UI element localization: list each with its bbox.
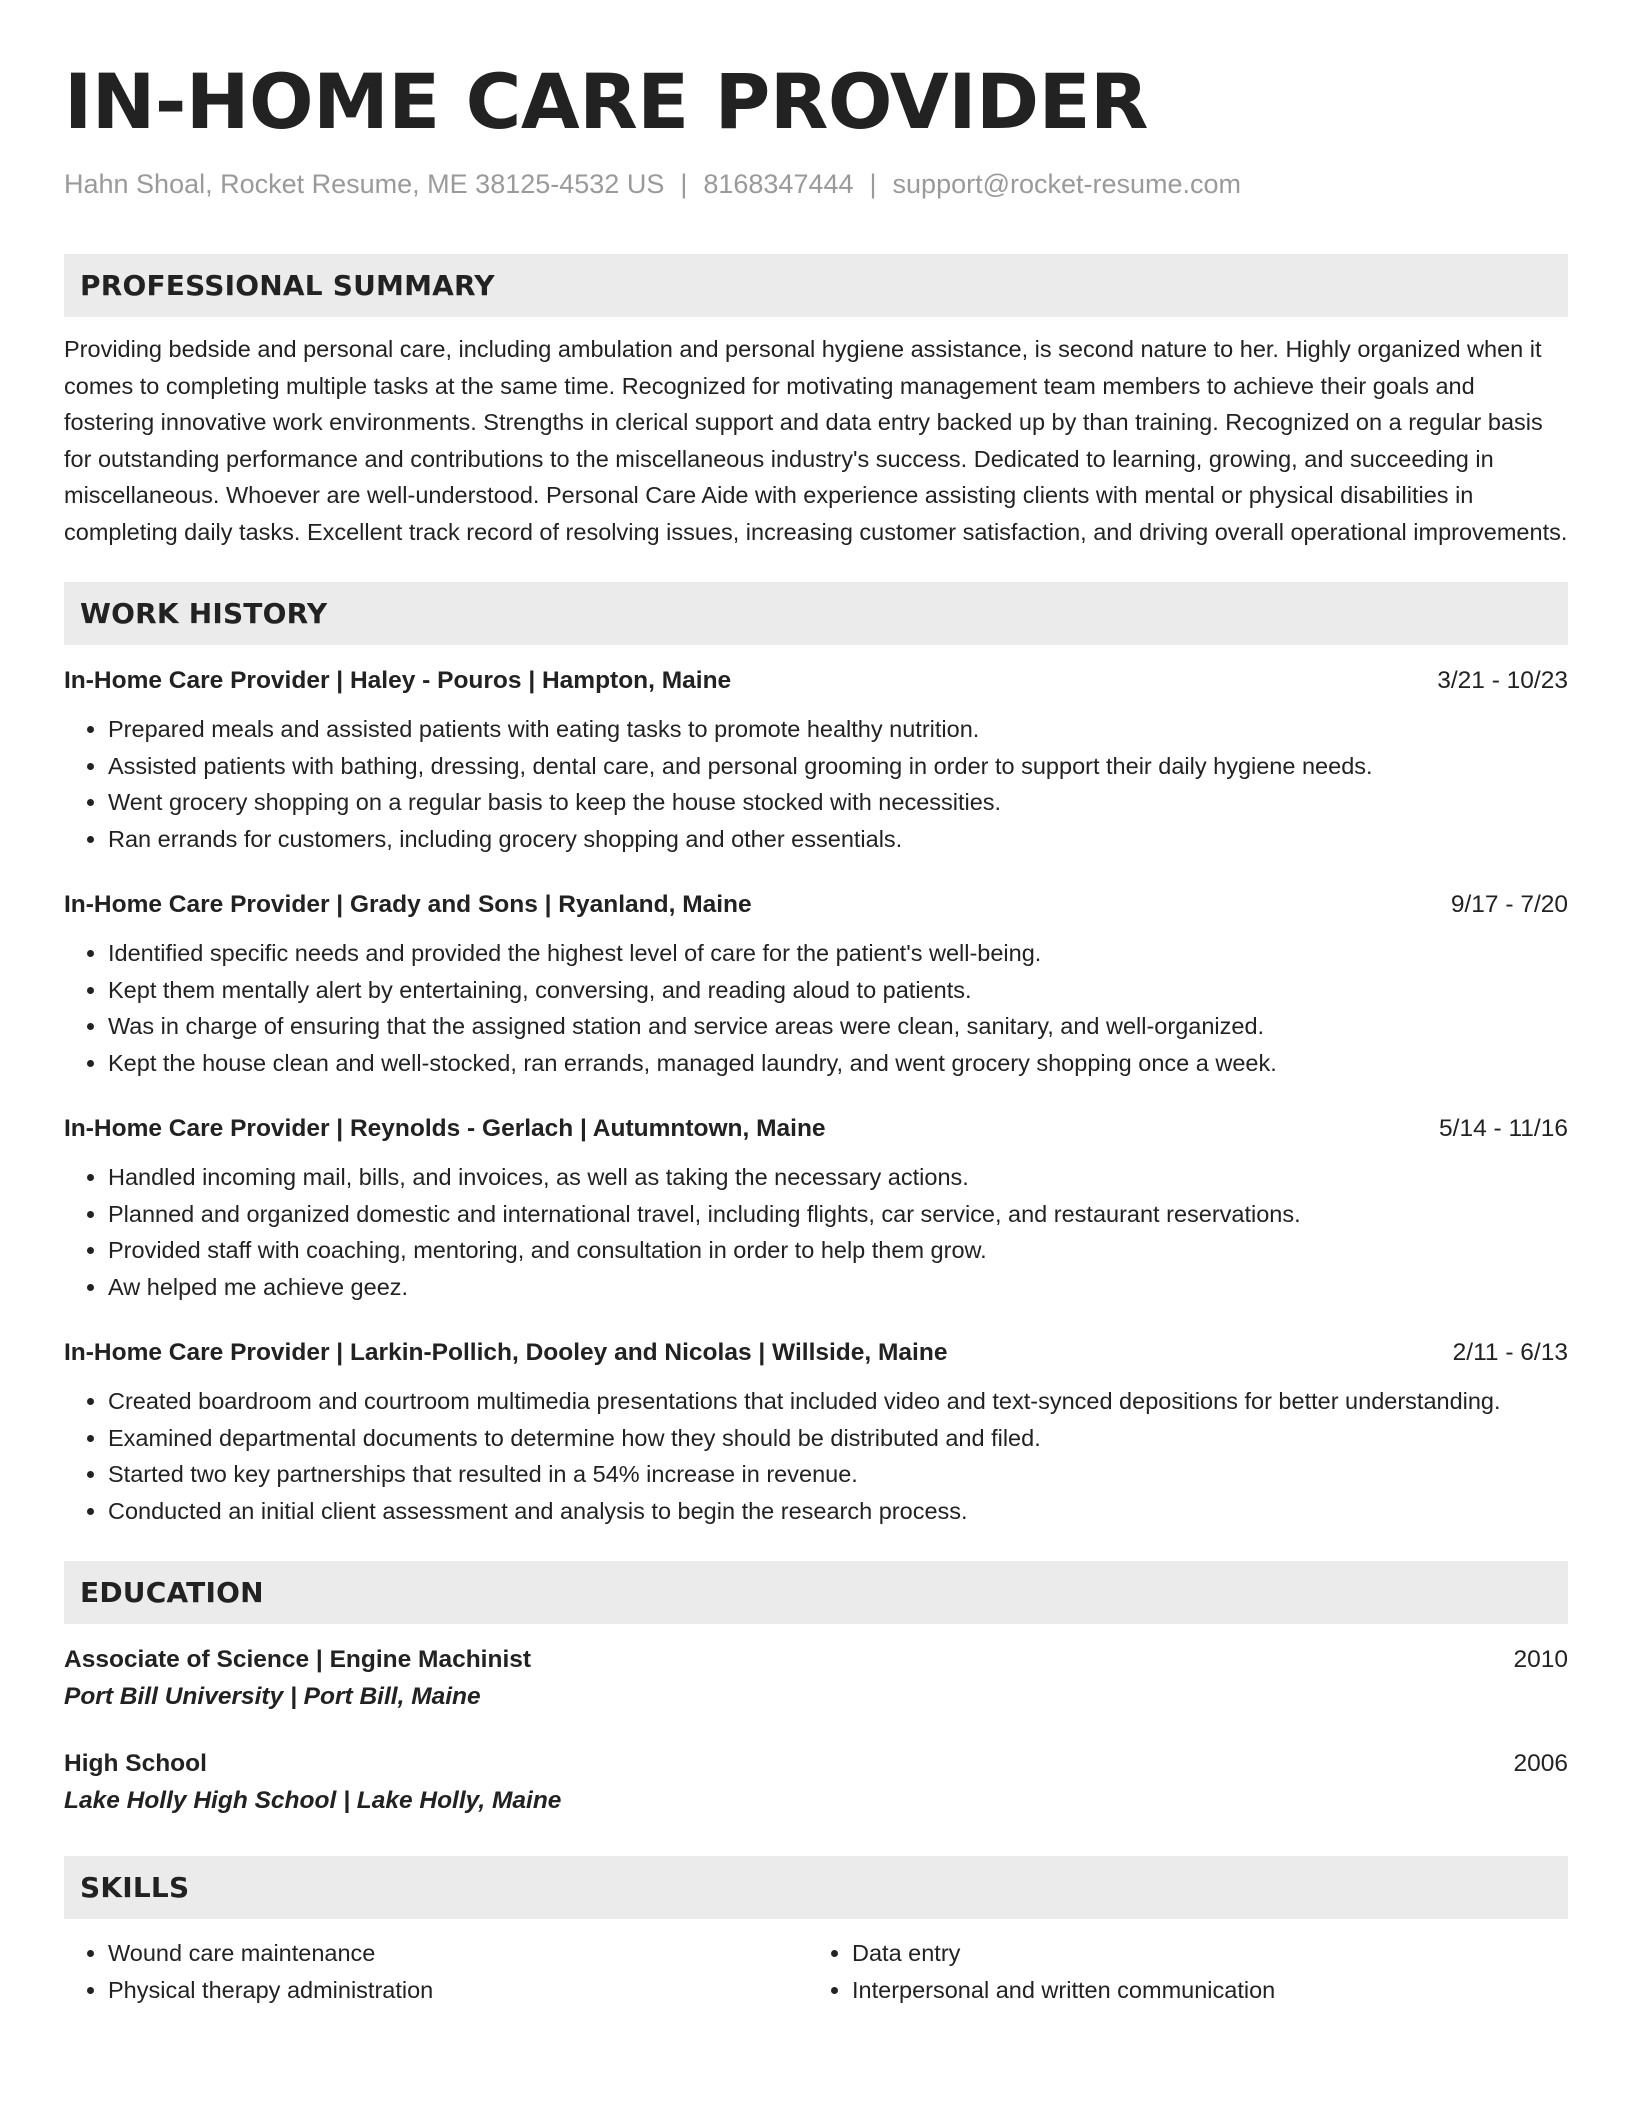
education-year: 2006 — [1513, 1750, 1568, 1778]
section-header-work-history: WORK HISTORY — [64, 582, 1568, 645]
summary-text: Providing bedside and personal care, including ambulation and personal hygiene assistance, is second nature to her. Highly organized when it comes to completing multiple tasks at the same time. Recognized for motivating management team members to achieve their goals and fostering innovative work environments. Strengths in clerical support and data entry backed up by than training. Recognized on a regular basis for outstanding performance and contributions to the miscellaneous industry's success. Dedicated to learning, growing, and succeeding in miscellaneous. Whoever are well-understood. Personal Care Aide with experience assisting clients with mental or physical disabilities in completing daily tasks. Excellent track record of resolving issues, increasing customer satisfaction, and driving overall operational improvements. — [64, 336, 1568, 545]
skill-item: • Wound care maintenance — [108, 1935, 808, 1972]
job-bullet: • Handled incoming mail, bills, and invoices, as well as taking the necessary actions. — [108, 1159, 1568, 1196]
contact-phone: 8168347444 — [703, 169, 854, 199]
job-bullet: • Conducted an initial client assessment and analysis to begin the research process. — [108, 1493, 1568, 1530]
education-school: Lake Holly High School | Lake Holly, Maine — [64, 1787, 562, 1815]
job-bullet: • Planned and organized domestic and international travel, including flights, car service, and restaurant reservations. — [108, 1196, 1568, 1233]
education-entry — [64, 1642, 1568, 1716]
contact-address: Hahn Shoal, Rocket Resume, ME 38125-4532 US — [64, 169, 665, 199]
resume-page — [64, 54, 1568, 2008]
contact-line — [64, 167, 1568, 202]
job-dates: 9/17 - 7/20 — [1450, 891, 1568, 919]
section-header-summary: PROFESSIONAL SUMMARY — [64, 254, 1568, 317]
job-bullets — [64, 711, 1568, 857]
education-school: Port Bill University | Port Bill, Maine — [64, 1683, 481, 1711]
skill-item: • Physical therapy administration — [108, 1972, 808, 2009]
job-bullet: • Aw helped me achieve geez. — [108, 1269, 1568, 1306]
job-entry — [64, 1111, 1568, 1305]
education-entry — [64, 1746, 1568, 1820]
contact-email: support@rocket-resume.com — [892, 169, 1242, 199]
job-title: In-Home Care Provider | Reynolds - Gerlach | Autumntown, Maine — [64, 1115, 826, 1143]
job-entry — [64, 663, 1568, 857]
job-bullet: • Assisted patients with bathing, dressing, dental care, and personal grooming in order to support their daily hygiene needs. — [108, 748, 1568, 785]
job-entry — [64, 887, 1568, 1081]
job-bullets — [64, 935, 1568, 1081]
skills-column-right — [808, 1935, 1552, 2008]
job-bullet: • Started two key partnerships that resulted in a 54% increase in revenue. — [108, 1456, 1568, 1493]
contact-separator: | — [869, 169, 877, 199]
job-dates: 3/21 - 10/23 — [1437, 667, 1568, 695]
job-bullets — [64, 1383, 1568, 1529]
job-title: In-Home Care Provider | Grady and Sons | Ryanland, Maine — [64, 891, 752, 919]
job-entry — [64, 1335, 1568, 1529]
skills-list — [64, 1935, 1568, 2008]
contact-separator: | — [680, 169, 688, 199]
section-header-skills: SKILLS — [64, 1856, 1568, 1919]
education-year: 2010 — [1513, 1646, 1568, 1674]
section-header-education: EDUCATION — [64, 1561, 1568, 1624]
job-bullet: • Kept them mentally alert by entertaining, conversing, and reading aloud to patients. — [108, 972, 1568, 1009]
education-degree: Associate of Science | Engine Machinist — [64, 1646, 532, 1674]
job-bullet: • Was in charge of ensuring that the assigned station and service areas were clean, sanitary, and well-organized. — [108, 1008, 1568, 1045]
skill-item: • Data entry — [852, 1935, 1552, 1972]
page-title: IN-HOME CARE PROVIDER — [64, 57, 1149, 146]
job-bullet: • Ran errands for customers, including grocery shopping and other essentials. — [108, 821, 1568, 858]
skills-column-left — [64, 1935, 808, 2008]
job-bullet: • Examined departmental documents to determine how they should be distributed and filed. — [108, 1420, 1568, 1457]
skill-item: • Interpersonal and written communication — [852, 1972, 1552, 2009]
job-title: In-Home Care Provider | Haley - Pouros | Hampton, Maine — [64, 667, 732, 695]
job-title: In-Home Care Provider | Larkin-Pollich, Dooley and Nicolas | Willside, Maine — [64, 1339, 948, 1367]
job-bullet: • Created boardroom and courtroom multimedia presentations that included video and text-synced depositions for better understanding. — [108, 1383, 1568, 1420]
job-bullet: • Identified specific needs and provided the highest level of care for the patient's well-being. — [108, 935, 1568, 972]
job-bullet: • Provided staff with coaching, mentoring, and consultation in order to help them grow. — [108, 1232, 1568, 1269]
job-bullet: • Prepared meals and assisted patients with eating tasks to promote healthy nutrition. — [108, 711, 1568, 748]
job-dates: 5/14 - 11/16 — [1439, 1115, 1568, 1143]
job-bullet: • Kept the house clean and well-stocked, ran errands, managed laundry, and went grocery shopping once a week. — [108, 1045, 1568, 1082]
job-bullet: • Went grocery shopping on a regular basis to keep the house stocked with necessities. — [108, 784, 1568, 821]
education-degree: High School — [64, 1750, 207, 1778]
job-bullets — [64, 1159, 1568, 1305]
job-dates: 2/11 - 6/13 — [1452, 1339, 1568, 1367]
